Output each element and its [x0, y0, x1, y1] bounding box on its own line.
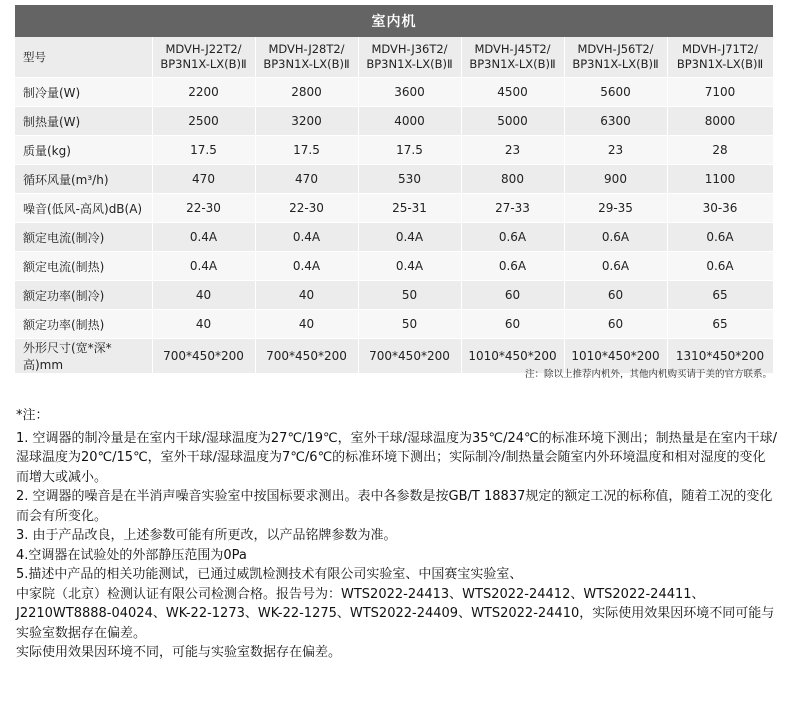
- value-cell: 4500: [461, 78, 564, 107]
- model-name-cell: [152, 37, 255, 78]
- value-cell: 0.4A: [152, 223, 255, 252]
- note-item: 1. 空调器的制冷量是在室内干球/湿球温度为27℃/19℃，室外干球/湿球温度为35℃/24℃的标准环境下测出；制热量是在室内干球/湿球温度为20℃/15℃，室外干球/湿球温度为7℃/6℃的标准环境下测出；实际制冷/制热量会随室内外环境温度和相对湿度的变化而增大或减小。: [16, 430, 778, 485]
- model-name-line: MDVH-J28T2/: [268, 42, 345, 56]
- value-cell: 1100: [667, 165, 773, 194]
- value-cell: 17.5: [255, 136, 358, 165]
- spec-table-container: [15, 5, 773, 374]
- model-name-cell: [667, 37, 773, 78]
- model-name-line: MDVH-J45T2/: [474, 42, 551, 56]
- value-cell: 50: [358, 310, 461, 339]
- value-cell: 40: [255, 281, 358, 310]
- model-header-row: [15, 37, 773, 78]
- value-cell: 470: [152, 165, 255, 194]
- note-item: 4.空调器在试验处的外部静压范围为0Pa: [16, 547, 247, 563]
- value-cell: 29-35: [564, 194, 667, 223]
- value-cell: 40: [255, 310, 358, 339]
- value-cell: 6300: [564, 107, 667, 136]
- note-item: 实际使用效果因环境不同，可能与实验室数据存在偏差。: [16, 645, 342, 660]
- note-item: 5.描述中产品的相关功能测试，已通过威凯检测技术有限公司实验室、中国赛宝实验室、: [16, 567, 523, 582]
- model-header-label: 型号: [15, 37, 152, 78]
- note-item: 2. 空调器的噪音是在半消声噪音实验室中按国标要求测出。表中各参数是按GB/T 18837规定的额定工况的标称值，随着工况的变化而会有所变化。: [16, 489, 773, 524]
- value-cell: 25-31: [358, 194, 461, 223]
- value-cell: 8000: [667, 107, 773, 136]
- value-cell: 800: [461, 165, 564, 194]
- table-row: [15, 136, 773, 165]
- value-cell: 2500: [152, 107, 255, 136]
- value-cell: 23: [461, 136, 564, 165]
- value-cell: 40: [152, 310, 255, 339]
- value-cell: 60: [461, 310, 564, 339]
- table-row: [15, 310, 773, 339]
- model-name-line: BP3N1X-LX(B)Ⅱ: [366, 57, 453, 71]
- model-name-line: BP3N1X-LX(B)Ⅱ: [572, 57, 659, 71]
- table-row: [15, 107, 773, 136]
- value-cell: 0.4A: [255, 223, 358, 252]
- value-cell: 700*450*200: [255, 339, 358, 374]
- value-cell: 17.5: [152, 136, 255, 165]
- value-cell: 5000: [461, 107, 564, 136]
- value-cell: 60: [461, 281, 564, 310]
- row-label: 额定功率(制冷): [15, 281, 152, 310]
- model-name-cell: [461, 37, 564, 78]
- model-name-line: BP3N1X-LX(B)Ⅱ: [263, 57, 350, 71]
- value-cell: 23: [564, 136, 667, 165]
- value-cell: 0.6A: [564, 223, 667, 252]
- value-cell: 1310*450*200: [667, 339, 773, 374]
- value-cell: 700*450*200: [152, 339, 255, 374]
- value-cell: 65: [667, 310, 773, 339]
- value-cell: 2800: [255, 78, 358, 107]
- table-row: [15, 165, 773, 194]
- value-cell: 60: [564, 281, 667, 310]
- value-cell: 3600: [358, 78, 461, 107]
- model-name-line: BP3N1X-LX(B)Ⅱ: [469, 57, 556, 71]
- row-label: 额定电流(制热): [15, 252, 152, 281]
- value-cell: 22-30: [255, 194, 358, 223]
- value-cell: 40: [152, 281, 255, 310]
- spec-table: [15, 37, 774, 374]
- value-cell: 0.4A: [358, 223, 461, 252]
- value-cell: 0.6A: [461, 223, 564, 252]
- value-cell: 0.6A: [461, 252, 564, 281]
- value-cell: 0.6A: [667, 252, 773, 281]
- value-cell: 0.6A: [564, 252, 667, 281]
- value-cell: 470: [255, 165, 358, 194]
- model-name-line: MDVH-J22T2/: [165, 42, 242, 56]
- value-cell: 700*450*200: [358, 339, 461, 374]
- row-label: 额定电流(制冷): [15, 223, 152, 252]
- row-label: 额定功率(制热): [15, 310, 152, 339]
- model-name-cell: [255, 37, 358, 78]
- value-cell: 900: [564, 165, 667, 194]
- value-cell: 7100: [667, 78, 773, 107]
- value-cell: 17.5: [358, 136, 461, 165]
- value-cell: 0.4A: [255, 252, 358, 281]
- table-row: [15, 281, 773, 310]
- model-name-line: MDVH-J56T2/: [577, 42, 654, 56]
- table-footnote: 注：除以上推荐内机外，其他内机购买请于美的官方联系。: [524, 369, 772, 380]
- value-cell: 30-36: [667, 194, 773, 223]
- row-label: 循环风量(m³/h): [15, 165, 152, 194]
- table-row: [15, 252, 773, 281]
- model-name-cell: [358, 37, 461, 78]
- value-cell: 0.6A: [667, 223, 773, 252]
- value-cell: 3200: [255, 107, 358, 136]
- model-name-line: BP3N1X-LX(B)Ⅱ: [160, 57, 247, 71]
- value-cell: 2200: [152, 78, 255, 107]
- value-cell: 28: [667, 136, 773, 165]
- value-cell: 0.4A: [358, 252, 461, 281]
- model-name-line: MDVH-J71T2/: [681, 42, 759, 56]
- value-cell: 60: [564, 310, 667, 339]
- value-cell: 0.4A: [152, 252, 255, 281]
- value-cell: 5600: [564, 78, 667, 107]
- value-cell: 50: [358, 281, 461, 310]
- table-title: 室内机: [15, 5, 773, 37]
- row-label: 制冷量(W): [15, 78, 152, 107]
- notes-section: [16, 406, 778, 663]
- notes-heading: *注：: [16, 408, 49, 423]
- value-cell: 530: [358, 165, 461, 194]
- row-label: 噪音(低风-高风)dB(A): [15, 194, 152, 223]
- value-cell: 65: [667, 281, 773, 310]
- table-row: [15, 194, 773, 223]
- model-name-line: MDVH-J36T2/: [371, 42, 448, 56]
- table-row: [15, 223, 773, 252]
- note-item: 3. 由于产品改良，上述参数可能有所更改，以产品铭牌参数为准。: [16, 528, 397, 543]
- value-cell: 27-33: [461, 194, 564, 223]
- table-row: [15, 78, 773, 107]
- value-cell: 22-30: [152, 194, 255, 223]
- value-cell: 1010*450*200: [564, 339, 667, 374]
- model-name-line: BP3N1X-LX(B)Ⅱ: [676, 57, 764, 71]
- row-label: 外形尺寸(宽*深*高)mm: [15, 339, 152, 374]
- value-cell: 4000: [358, 107, 461, 136]
- note-item: 中家院（北京）检测认证有限公司检测合格。报告号为：WTS2022-24413、WTS2022-24412、WTS2022-24411、J2210WT8888-04024、WK-22-1273、WK-22-1275、WTS2022-24409、WTS2022-24410，实际使用效果因环境不同可能与实验室数据存在偏差。: [16, 586, 775, 641]
- value-cell: 1010*450*200: [461, 339, 564, 374]
- model-name-cell: [564, 37, 667, 78]
- row-label: 质量(kg): [15, 136, 152, 165]
- row-label: 制热量(W): [15, 107, 152, 136]
